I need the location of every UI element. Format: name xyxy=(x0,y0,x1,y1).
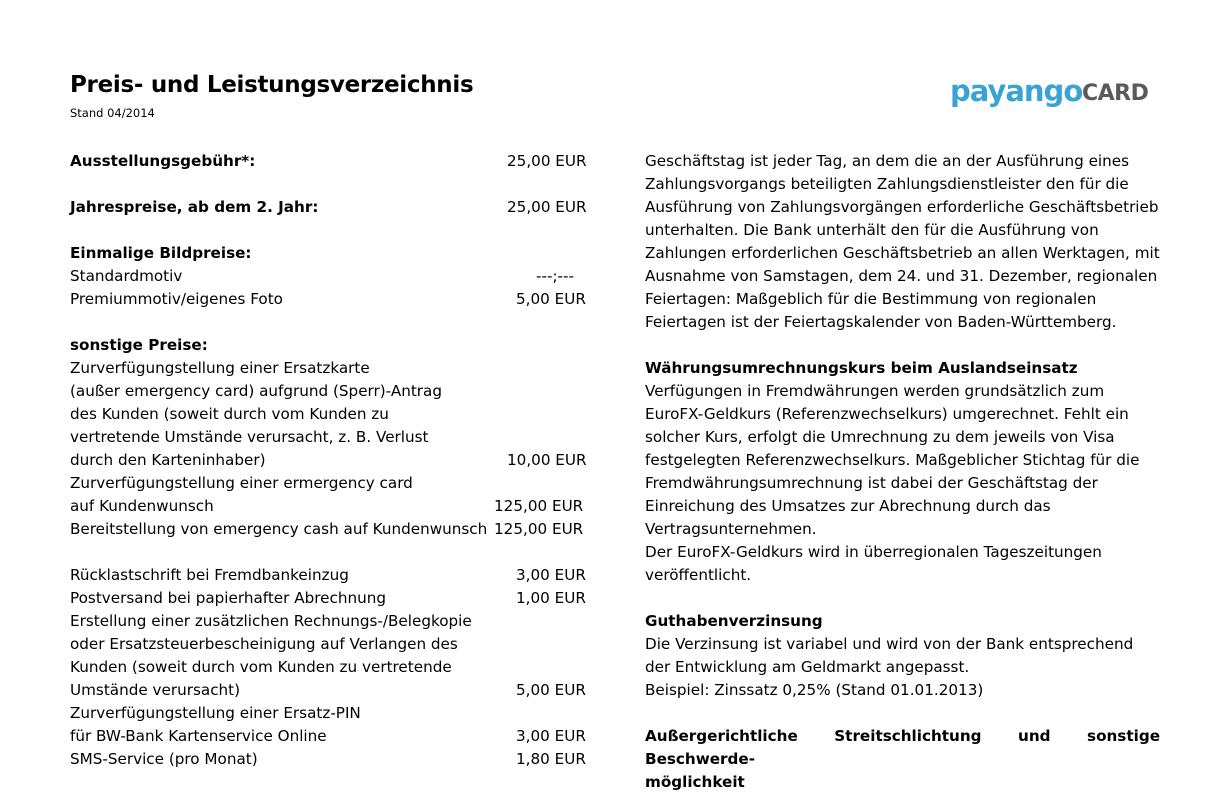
page-subtitle: Stand 04/2014 xyxy=(70,106,155,120)
text-line: Außergerichtliche Streitschlichtung und sonstige Beschwerde- xyxy=(645,727,1160,768)
svg-text:payango: payango xyxy=(950,74,1083,108)
price-row-ersatzkarte: durch den Karteninhaber) 10,00 EUR xyxy=(70,449,590,472)
price-row-postversand: Postversand bei papierhafter Abrechnung 1,00 EUR xyxy=(70,587,590,610)
text-line: Ausführung von Zahlungsvorgängen erforderliche Geschäftsbetrieb xyxy=(645,198,1159,216)
price-value: 3,00 EUR xyxy=(516,727,586,745)
payango-card-logo xyxy=(950,74,1162,110)
text-line: Kunden (soweit durch vom Kunden zu vertretende xyxy=(70,658,452,676)
price-row-standardmotiv: Standardmotiv ---;--- xyxy=(70,265,590,288)
paragraph-waehrung xyxy=(645,380,1160,587)
price-value: 125,00 EUR xyxy=(494,520,584,538)
price-row-premiummotiv: Premiummotiv/eigenes Foto 5,00 EUR xyxy=(70,288,590,311)
text-line: Zahlungen erforderlichen Geschäftsbetrieb an allen Werktagen, mit xyxy=(645,244,1160,262)
paragraph-geschaeftstag xyxy=(645,150,1160,334)
text-line: Feiertagen ist der Feiertagskalender von Baden-Württemberg. xyxy=(645,313,1117,331)
price-row-jahrespreise: Jahrespreise, ab dem 2. Jahr: 25,00 EUR xyxy=(70,196,590,219)
text-line: EuroFX-Geldkurs (Referenzwechselkurs) umgerechnet. Fehlt ein xyxy=(645,405,1129,423)
text-line: solcher Kurs, erfolgt die Umrechnung zu dem jeweils von Visa xyxy=(645,428,1115,446)
price-value: 3,00 EUR xyxy=(516,566,586,584)
section-heading-streitschlichtung xyxy=(645,725,1160,794)
text-line: Zurverfügungstellung einer Ersatz-PIN xyxy=(70,704,361,722)
price-value: 25,00 EUR xyxy=(507,152,587,170)
text-line: Beispiel: Zinssatz 0,25% (Stand 01.01.2013) xyxy=(645,681,984,699)
text-line: oder Ersatzsteuerbescheinigung auf Verlangen des xyxy=(70,635,458,653)
text-line: der Entwicklung am Geldmarkt angepasst. xyxy=(645,658,970,676)
section-heading-guthaben: Guthabenverzinsung xyxy=(645,612,823,630)
text-line: Der EuroFX-Geldkurs wird in überregionalen Tageszeitungen xyxy=(645,543,1102,561)
price-row-sms-service: SMS-Service (pro Monat) 1,80 EUR xyxy=(70,748,590,771)
text-line: Einreichung des Umsatzes zur Abrechnung durch das xyxy=(645,497,1051,515)
price-value: 5,00 EUR xyxy=(516,681,586,699)
terms-column xyxy=(645,150,1160,794)
text-line: Zurverfügungstellung einer Ersatzkarte xyxy=(70,359,370,377)
text-line: (außer emergency card) aufgrund (Sperr)-Antrag xyxy=(70,382,442,400)
price-row-ausstellung: Ausstellungsgebühr*: 25,00 EUR xyxy=(70,150,590,173)
text-line: vertretende Umstände verursacht, z. B. Verlust xyxy=(70,428,429,446)
price-row-emergency-cash: Bereitstellung von emergency cash auf Kundenwunsch 125,00 EUR xyxy=(70,518,590,541)
svg-text:CARD: CARD xyxy=(1082,81,1149,106)
text-line: Erstellung einer zusätzlichen Rechnungs-/Belegkopie xyxy=(70,612,472,630)
price-row-emergency-card: auf Kundenwunsch 125,00 EUR xyxy=(70,495,590,518)
paragraph-guthaben xyxy=(645,633,1160,702)
price-value: 1,80 EUR xyxy=(516,750,586,768)
section-heading-waehrung: Währungsumrechnungskurs beim Auslandseinsatz xyxy=(645,359,1078,377)
text-line: Zurverfügungstellung einer ermergency card xyxy=(70,474,413,492)
price-value: 10,00 EUR xyxy=(507,451,587,469)
text-line: möglichkeit xyxy=(645,773,745,791)
text-line: festgelegten Referenzwechselkurs. Maßgeblicher Stichtag für die xyxy=(645,451,1140,469)
price-value: ---;--- xyxy=(536,267,574,285)
text-line: Feiertagen: Maßgeblich für die Bestimmung von regionalen xyxy=(645,290,1097,308)
text-line: Ausnahme von Samstagen, dem 24. und 31. Dezember, regionalen xyxy=(645,267,1158,285)
price-value: 5,00 EUR xyxy=(516,290,586,308)
price-row-ruecklastschrift: Rücklastschrift bei Fremdbankeinzug 3,00 EUR xyxy=(70,564,590,587)
section-heading-bildpreise: Einmalige Bildpreise: xyxy=(70,244,252,262)
text-line: des Kunden (soweit durch vom Kunden zu xyxy=(70,405,389,423)
price-list-column xyxy=(70,150,590,771)
price-row-ersatz-pin: für BW-Bank Kartenservice Online 3,00 EUR xyxy=(70,725,590,748)
section-heading-sonstige: sonstige Preise: xyxy=(70,336,208,354)
price-value: 125,00 EUR xyxy=(494,497,584,515)
text-line: veröffentlicht. xyxy=(645,566,752,584)
page-title: Preis- und Leistungsverzeichnis xyxy=(70,72,474,98)
price-row-rechnungskopie: Umstände verursacht) 5,00 EUR xyxy=(70,679,590,702)
price-value: 1,00 EUR xyxy=(516,589,586,607)
text-line: Verfügungen in Fremdwährungen werden grundsätzlich zum xyxy=(645,382,1105,400)
price-value: 25,00 EUR xyxy=(507,198,587,216)
text-line: Geschäftstag ist jeder Tag, an dem die an der Ausführung eines xyxy=(645,152,1130,170)
text-line: Zahlungsvorgangs beteiligten Zahlungsdienstleister den für die xyxy=(645,175,1129,193)
text-line: Fremdwährungsumrechnung ist dabei der Geschäftstag der xyxy=(645,474,1098,492)
text-line: Die Verzinsung ist variabel und wird von der Bank entsprechend xyxy=(645,635,1134,653)
text-line: Vertragsunternehmen. xyxy=(645,520,817,538)
text-line: unterhalten. Die Bank unterhält den für die Ausführung von xyxy=(645,221,1099,239)
